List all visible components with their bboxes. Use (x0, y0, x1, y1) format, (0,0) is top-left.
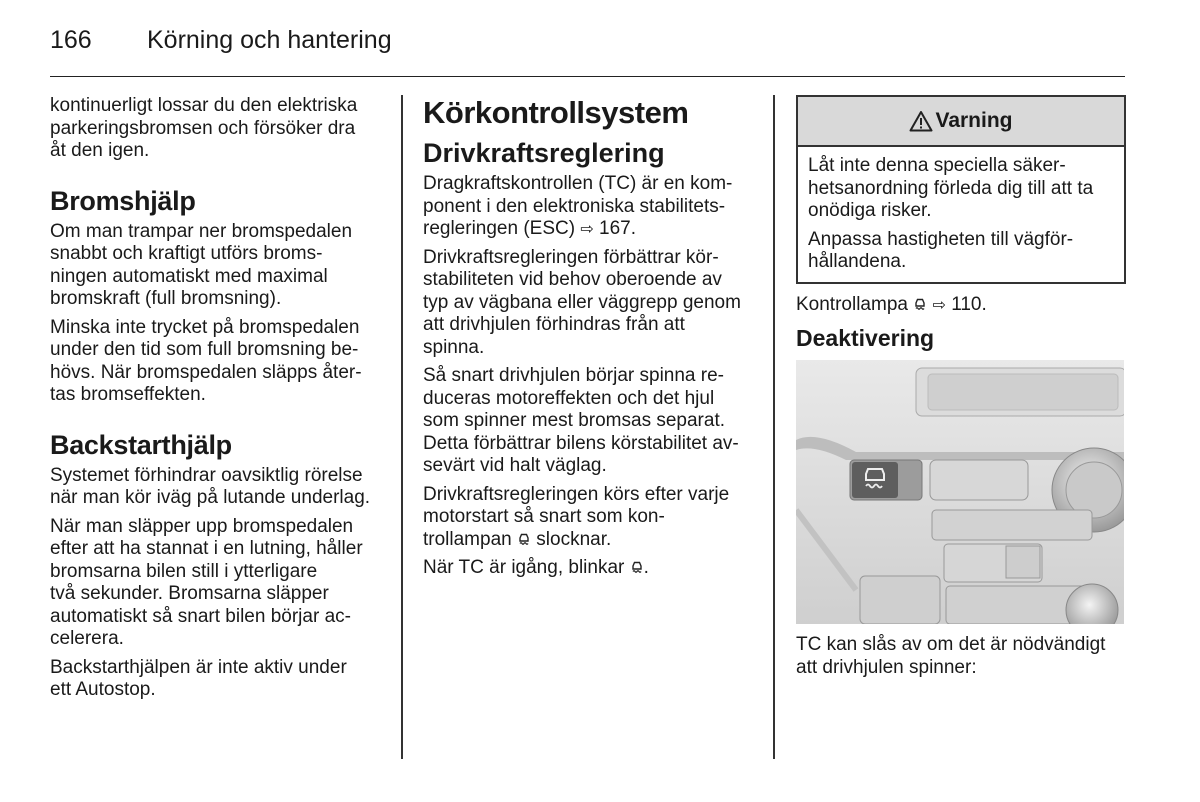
reference-arrow-icon: ⇨ (932, 294, 946, 314)
lamp-text: Kontrollampa (796, 293, 908, 315)
section-title: Körkontrollsystem (423, 95, 689, 130)
page-reference[interactable]: 167. (599, 218, 637, 239)
column-divider (773, 95, 775, 759)
column-middle (423, 95, 755, 586)
traction-control-icon (913, 297, 927, 311)
page-number: 166 (50, 26, 92, 54)
warning-title: Varning (935, 108, 1013, 132)
tc-text: . (643, 557, 649, 578)
hill-start-heading: Backstarthjälp (50, 429, 232, 460)
warning-box (796, 95, 1126, 284)
page-header (50, 26, 1125, 77)
deactivation-heading: Deaktivering (796, 325, 935, 351)
chapter-title: Körning och hantering (147, 26, 392, 54)
tc-text: slocknar. (536, 528, 612, 550)
warning-paragraph: Anpassa hastigheten till vägför- hållandena. (808, 228, 1074, 272)
warning-body (798, 147, 1124, 282)
subsection-title: Drivkraftsreglering (423, 138, 665, 168)
tc-text: Dragkraftskontrollen (TC) är en kom- ponent i den elektroniska stabilitets- regleringen (ESC) (423, 173, 733, 239)
tc-text: Drivkraftsregleringen körs efter varje motorstart så snart som kon- trollampan (423, 483, 730, 550)
tc-paragraph: Drivkraftsregleringen förbättrar kör- stabiliteten vid behov oberoende av typ av vägbana eller väggrepp genom att drivhjulen förhindras från att spinna. (423, 246, 741, 358)
warning-triangle-icon (909, 110, 933, 132)
intro-paragraph: kontinuerligt lossar du den elektriska parkeringsbromsen och försöker dra åt den igen. (50, 95, 358, 161)
dashboard-photo (796, 360, 1124, 624)
column-right (796, 95, 1126, 685)
tc-text: När TC är igång, blinkar (423, 557, 625, 578)
tc-paragraph (423, 173, 755, 241)
brake-assist-paragraph: Om man trampar ner bromspedalen snabbt och kraftigt utförs broms- ningen automatiskt med maximal bromskraft (full bromsning). (50, 220, 353, 309)
warning-header (798, 97, 1124, 147)
hill-start-paragraph: Backstarthjälpen är inte aktiv under ett Autostop. (50, 656, 347, 700)
tc-paragraph (423, 557, 755, 580)
brake-assist-heading: Bromshjälp (50, 185, 196, 216)
page-reference[interactable]: 110. (951, 293, 987, 315)
hill-start-paragraph: När man släpper upp bromspedalen efter att ha stannat i en lutning, håller bromsarna bilen still i ytterligare två sekunder. Bromsarna släpper automatiskt så snart bilen börjar ac- celerera. (50, 515, 363, 649)
tc-paragraph: Så snart drivhjulen börjar spinna re- duceras motoreffekten och det hjul som spinner mest bromsas separat. Detta förbättrar bilens körstabilitet av- sevärt vid halt väglag. (423, 365, 739, 476)
tc-paragraph (423, 484, 755, 552)
reference-arrow-icon: ⇨ (580, 219, 594, 238)
column-divider (401, 95, 403, 759)
bottom-paragraph: TC kan slås av om det är nödvändigt att drivhjulen spinner: (796, 634, 1106, 678)
hill-start-paragraph: Systemet förhindrar oavsiktlig rörelse när man kör iväg på lutande underlag. (50, 464, 371, 508)
brake-assist-paragraph: Minska inte trycket på bromspedalen under den tid som full bromsning be- hövs. När bromspedalen släpps åter- tas bromseffekten. (50, 316, 362, 405)
traction-control-icon (630, 560, 644, 574)
column-left (50, 95, 382, 708)
warning-paragraph: Låt inte denna speciella säker- hetsanordning förleda dig till att ta onödiga risker. (808, 155, 1094, 221)
lamp-paragraph (796, 294, 1126, 317)
traction-control-icon (517, 532, 531, 546)
